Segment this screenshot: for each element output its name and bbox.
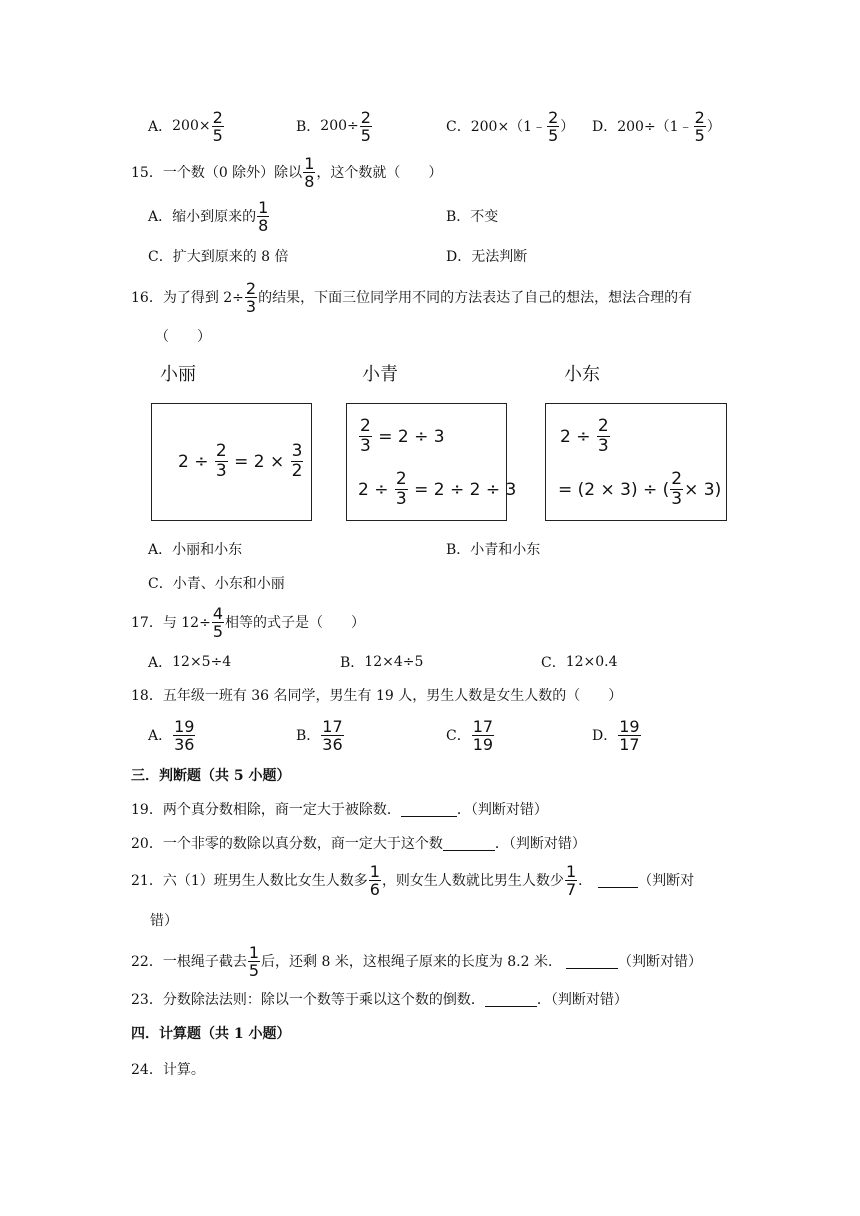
q18-option-b: B． $\frac{17}{36}$ <box>296 716 343 754</box>
q17-stem: 17． 与 12÷ $\frac{4}{5}$ 相等的式子是（ ） <box>131 603 366 641</box>
q24: 24． 计算。 <box>131 1058 205 1080</box>
q16-option-a: A． 小丽和小东 <box>148 542 243 558</box>
fraction: $\frac{2}{3}$ <box>215 441 227 481</box>
q15-option-c: C． 扩大到原来的 8 倍 <box>148 249 289 265</box>
fraction: $\frac{17}{36}$ <box>322 716 343 754</box>
q18-option-d: D． $\frac{19}{17}$ <box>592 716 640 754</box>
fraction: $\frac{2}{3}$ <box>597 416 609 456</box>
panel-title-xiaodong: 小东 <box>564 364 600 385</box>
q22: 22． 一根绳子截去 $\frac{1}{5}$ 后，还剩 8 米，这根绳子原来的长度为 8.2 米． （判断对错） <box>131 942 702 980</box>
fraction: $\frac{2}{5}$ <box>212 107 223 145</box>
question-number: 15． <box>131 165 163 181</box>
fraction: $\frac{19}{17}$ <box>619 716 640 754</box>
question-number: 20． <box>131 836 163 852</box>
question-number: 24． <box>131 1062 163 1078</box>
panel-title-xiaoli: 小丽 <box>160 364 196 385</box>
fraction: $\frac{1}{8}$ <box>258 197 269 235</box>
q18-option-a: A． $\frac{19}{36}$ <box>148 716 195 754</box>
answer-blank[interactable] <box>401 802 457 817</box>
fraction: $\frac{1}{8}$ <box>304 153 315 191</box>
q14-option-a: A． 200× $\frac{2}{5}$ <box>148 107 223 145</box>
q21-wrap: 错） <box>150 913 178 929</box>
fraction: $\frac{1}{5}$ <box>248 942 260 980</box>
fraction: $\frac{2}{3}$ <box>671 469 683 509</box>
fraction: $\frac{2}{3}$ <box>360 416 371 456</box>
q15-option-d: D． 无法判断 <box>446 249 528 265</box>
fraction: $\frac{2}{3}$ <box>395 469 407 509</box>
q14-option-c: C． 200×（1﹣ $\frac{2}{5}$ ） <box>446 107 575 145</box>
q18-option-c: C． $\frac{17}{19}$ <box>446 716 494 754</box>
q16-option-b: B． 小青和小东 <box>446 542 541 558</box>
xiaodong-equation-1: 2 ÷ $\frac{2}{3}$ <box>560 416 609 456</box>
question-number: 22． <box>131 954 163 970</box>
question-number: 23． <box>131 992 163 1008</box>
option-label: C． <box>446 119 471 135</box>
q16-stem: 16． 为了得到 2÷ $\frac{2}{3}$ 的结果，下面三位同学用不同的方法表达了自己的想法，想法合理的有 <box>131 278 693 316</box>
question-number: 18． <box>131 688 163 704</box>
fraction: $\frac{3}{2}$ <box>291 441 303 481</box>
fraction: $\frac{2}{5}$ <box>694 107 705 145</box>
q17-option-a: A． 12×5÷4 <box>148 654 232 671</box>
section-heading-calculation: 四．计算题（共 1 小题） <box>131 1026 291 1042</box>
question-number: 19． <box>131 802 163 818</box>
fraction: $\frac{2}{5}$ <box>548 107 559 145</box>
xiaoqing-equation-1: $\frac{2}{3}$ = 2 ÷ 3 <box>360 416 445 456</box>
q14-option-b: B． 200÷ $\frac{2}{5}$ <box>296 107 371 145</box>
xiaodong-equation-2: = (2 × 3) ÷ ( $\frac{2}{3}$ × 3) <box>558 469 722 509</box>
q17-option-b: B． 12×4÷5 <box>340 654 424 671</box>
q23: 23． 分数除法法则：除以一个数等于乘以这个数的倒数． ．（判断对错） <box>131 988 628 1010</box>
q20: 20． 一个非零的数除以真分数，商一定大于这个数 ．（判断对错） <box>131 832 586 854</box>
answer-blank[interactable] <box>566 954 618 969</box>
question-number: 16． <box>131 290 163 306</box>
q15-stem: 15． 一个数（0 除外）除以 $\frac{1}{8}$ ，这个数就（ ） <box>131 153 443 191</box>
q15-option-b: B． 不变 <box>446 209 499 225</box>
fraction: $\frac{1}{7}$ <box>565 861 577 899</box>
option-label: B． <box>296 119 321 135</box>
section-heading-judgment: 三．判断题（共 5 小题） <box>131 768 291 784</box>
answer-blank[interactable] <box>485 992 537 1007</box>
q14-option-d: D． 200÷（1﹣ $\frac{2}{5}$ ） <box>592 107 721 145</box>
fraction: $\frac{19}{36}$ <box>174 716 195 754</box>
q15-option-a: A． 缩小到原来的 $\frac{1}{8}$ <box>148 197 269 235</box>
q16-option-c: C． 小青、小东和小丽 <box>148 576 285 592</box>
q19: 19． 两个真分数相除，商一定大于被除数． ．（判断对错） <box>131 798 548 820</box>
option-label: A． <box>148 119 173 135</box>
q17-option-c: C． 12×0.4 <box>541 654 618 671</box>
xiaoqing-equation-2: 2 ÷ $\frac{2}{3}$ = 2 ÷ 2 ÷ 3 <box>358 469 517 509</box>
question-number: 21． <box>131 873 163 889</box>
fraction: $\frac{2}{5}$ <box>360 107 371 145</box>
answer-blank[interactable] <box>443 836 495 851</box>
fraction: $\frac{2}{3}$ <box>245 278 257 316</box>
fraction: $\frac{4}{5}$ <box>212 603 224 641</box>
q18-stem: 18． 五年级一班有 36 名同学，男生有 19 人，男生人数是女生人数的（ ） <box>131 684 622 706</box>
q21: 21． 六（1）班男生人数比女生人数多 $\frac{1}{6}$ ，则女生人数就比男生人数少 $\frac{1}{7}$ ． （判断对 <box>131 861 695 899</box>
question-number: 17． <box>131 615 163 631</box>
option-label: D． <box>592 119 618 135</box>
panel-title-xiaoqing: 小青 <box>362 364 398 385</box>
q16-answer-paren: （ ） <box>155 329 211 345</box>
fraction: $\frac{17}{19}$ <box>472 716 494 754</box>
fraction: $\frac{1}{6}$ <box>369 861 380 899</box>
xiaoli-equation: 2 ÷ $\frac{2}{3}$ = 2 × $\frac{3}{2}$ <box>178 441 303 481</box>
answer-blank[interactable] <box>598 873 638 888</box>
